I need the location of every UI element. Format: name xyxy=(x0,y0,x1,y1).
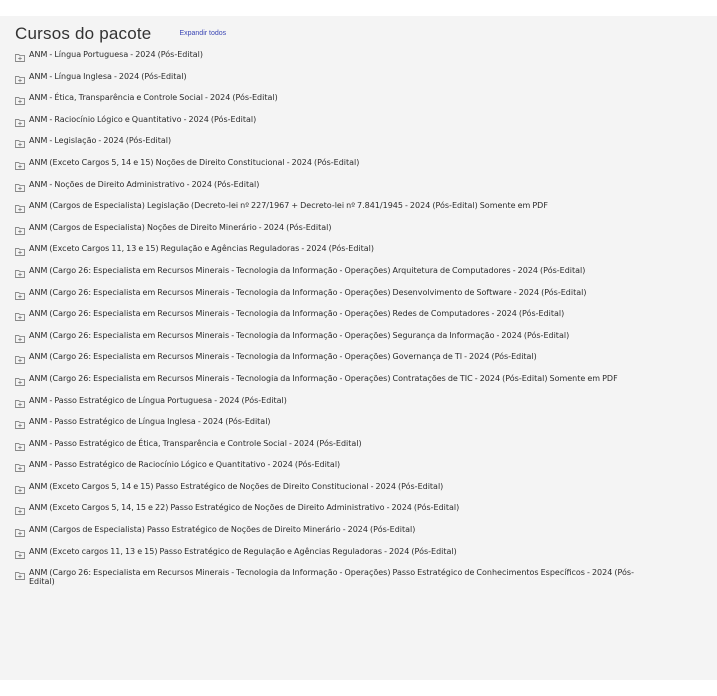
course-title: ANM (Cargo 26: Especialista em Recursos Minerais - Tecnologia da Informação - Operações) Passo Estratégico de Conhecimentos Específicos - 2024 (Pós-Edital) xyxy=(29,568,634,586)
folder-plus-icon xyxy=(15,485,25,494)
course-item[interactable] xyxy=(15,116,655,127)
course-item[interactable] xyxy=(15,461,655,472)
course-title: ANM (Cargo 26: Especialista em Recursos Minerais - Tecnologia da Informação - Operações) Redes de Computadores - 2024 (Pós-Edital) xyxy=(29,309,565,319)
folder-plus-icon xyxy=(15,53,25,62)
folder-plus-icon xyxy=(15,226,25,235)
folder-plus-icon xyxy=(15,377,25,386)
page-title: Cursos do pacote xyxy=(15,24,152,43)
course-item[interactable] xyxy=(15,332,655,343)
folder-plus-icon xyxy=(15,96,25,105)
folder-plus-icon xyxy=(15,247,25,256)
course-title: ANM (Cargo 26: Especialista em Recursos Minerais - Tecnologia da Informação - Operações) Segurança da Informação - 2024 (Pós-Edital) xyxy=(29,330,570,340)
course-item[interactable] xyxy=(15,94,655,105)
course-item[interactable] xyxy=(15,159,655,170)
folder-plus-icon xyxy=(15,334,25,343)
course-item[interactable] xyxy=(15,245,655,256)
folder-plus-icon xyxy=(15,183,25,192)
course-package-panel xyxy=(0,16,717,680)
course-title: ANM - Passo Estratégico de Raciocínio Lógico e Quantitativo - 2024 (Pós-Edital) xyxy=(29,460,341,470)
folder-plus-icon xyxy=(15,269,25,278)
course-item[interactable] xyxy=(15,310,655,321)
course-item[interactable] xyxy=(15,224,655,235)
course-item[interactable] xyxy=(15,353,655,364)
course-item[interactable] xyxy=(15,418,655,429)
folder-plus-icon xyxy=(15,506,25,515)
course-item[interactable] xyxy=(15,289,655,300)
course-item[interactable] xyxy=(15,181,655,192)
course-item[interactable] xyxy=(15,51,655,62)
course-title: ANM (Exceto Cargos 5, 14 e 15) Noções de Direito Constitucional - 2024 (Pós-Edital) xyxy=(29,157,360,167)
course-item[interactable] xyxy=(15,440,655,451)
course-title: ANM - Língua Portuguesa - 2024 (Pós-Edital) xyxy=(29,50,203,59)
course-title: ANM (Exceto Cargos 11, 13 e 15) Regulação e Agências Reguladoras - 2024 (Pós-Edital) xyxy=(29,244,375,254)
course-title: ANM - Passo Estratégico de Língua Inglesa - 2024 (Pós-Edital) xyxy=(29,417,271,427)
course-item[interactable] xyxy=(15,397,655,408)
folder-plus-icon xyxy=(15,312,25,321)
course-title: ANM (Exceto Cargos 5, 14 e 15) Passo Estratégico de Noções de Direito Constitucional - 2024 (Pós-Edital) xyxy=(29,481,444,491)
course-item[interactable] xyxy=(15,548,655,559)
folder-plus-icon xyxy=(15,291,25,300)
course-item[interactable] xyxy=(15,202,655,213)
course-title: ANM (Cargos de Especialista) Passo Estratégico de Noções de Direito Minerário - 2024 (Pós-Edital) xyxy=(29,525,416,535)
folder-plus-icon xyxy=(15,118,25,127)
course-title: ANM - Raciocínio Lógico e Quantitativo - 2024 (Pós-Edital) xyxy=(29,114,257,124)
course-title: ANM (Exceto cargos 11, 13 e 15) Passo Estratégico de Regulação e Agências Reguladoras - 2024 (Pós-Edital) xyxy=(29,546,457,556)
course-title: ANM (Cargos de Especialista) Legislação (Decreto-lei nº 227/1967 + Decreto-lei nº 7.841/1945 - 2024 (Pós-Edital) Somente em PDF xyxy=(29,201,548,211)
folder-plus-icon xyxy=(15,550,25,559)
course-item[interactable] xyxy=(15,483,655,494)
course-title: ANM (Cargo 26: Especialista em Recursos Minerais - Tecnologia da Informação - Operações) Governança de TI - 2024 (Pós-Edital) xyxy=(29,352,537,362)
course-title: ANM (Exceto Cargos 5, 14, 15 e 22) Passo Estratégico de Noções de Direito Administrativo - 2024 (Pós-Edital) xyxy=(29,503,460,513)
folder-plus-icon xyxy=(15,442,25,451)
course-item[interactable] xyxy=(15,267,655,278)
course-title: ANM (Cargo 26: Especialista em Recursos Minerais - Tecnologia da Informação - Operações) Contratações de TIC - 2024 (Pós-Edital) Somente em PDF xyxy=(29,373,618,383)
course-title: ANM - Legislação - 2024 (Pós-Edital) xyxy=(29,136,172,146)
folder-plus-icon xyxy=(15,528,25,537)
course-title: ANM - Passo Estratégico de Língua Portuguesa - 2024 (Pós-Edital) xyxy=(29,395,287,405)
course-item[interactable] xyxy=(15,569,655,586)
course-item[interactable] xyxy=(15,73,655,84)
course-item[interactable] xyxy=(15,375,655,386)
expand-all-link[interactable]: Expandir todos xyxy=(179,30,227,37)
course-title: ANM - Ética, Transparência e Controle Social - 2024 (Pós-Edital) xyxy=(29,93,278,103)
course-title: ANM (Cargo 26: Especialista em Recursos Minerais - Tecnologia da Informação - Operações) Desenvolvimento de Software - 2024 (Pós-Edital) xyxy=(29,287,587,297)
folder-plus-icon xyxy=(15,420,25,429)
course-list xyxy=(15,51,655,598)
course-title: ANM - Noções de Direito Administrativo - 2024 (Pós-Edital) xyxy=(29,179,260,189)
course-item[interactable] xyxy=(15,526,655,537)
folder-plus-icon xyxy=(15,463,25,472)
course-title: ANM - Língua Inglesa - 2024 (Pós-Edital) xyxy=(29,71,187,81)
folder-plus-icon xyxy=(15,571,25,580)
folder-plus-icon xyxy=(15,161,25,170)
folder-plus-icon xyxy=(15,204,25,213)
course-title: ANM - Passo Estratégico de Ética, Transparência e Controle Social - 2024 (Pós-Edital) xyxy=(29,438,362,448)
course-item[interactable] xyxy=(15,504,655,515)
panel-header xyxy=(15,24,226,44)
folder-plus-icon xyxy=(15,399,25,408)
course-title: ANM (Cargo 26: Especialista em Recursos Minerais - Tecnologia da Informação - Operações) Arquitetura de Computadores - 2024 (Pós-Edital) xyxy=(29,265,586,275)
course-item[interactable] xyxy=(15,137,655,148)
folder-plus-icon xyxy=(15,139,25,148)
folder-plus-icon xyxy=(15,355,25,364)
course-title: ANM (Cargos de Especialista) Noções de Direito Minerário - 2024 (Pós-Edital) xyxy=(29,222,332,232)
folder-plus-icon xyxy=(15,75,25,84)
